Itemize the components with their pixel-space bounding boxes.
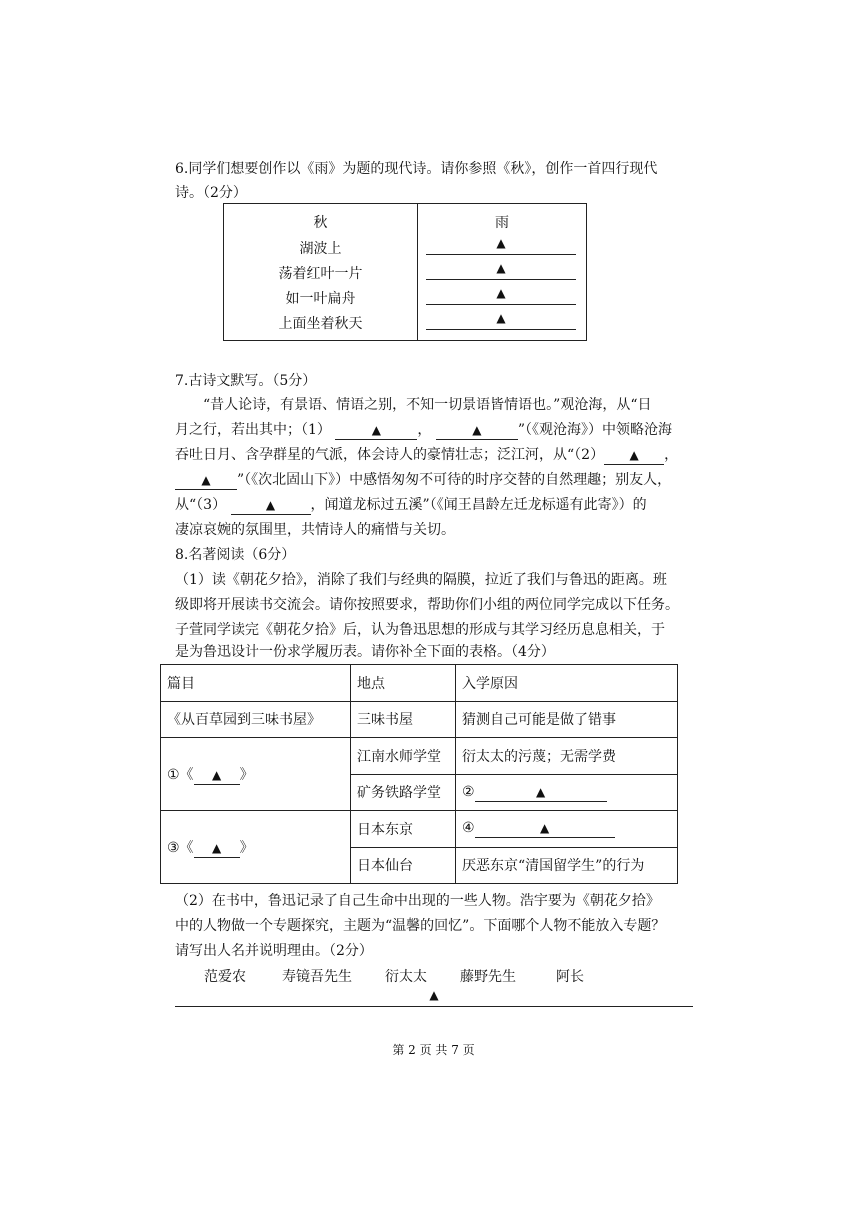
triangle-marker-icon: ▲ xyxy=(211,840,222,855)
answer-blank-2b[interactable] xyxy=(175,471,237,490)
q8-p2-line-1: （2）在书中，鲁迅记录了自己生命中出现的一些人物。浩宇要为《朝花夕拾》 xyxy=(175,893,660,909)
answer-blank-3[interactable] xyxy=(231,496,311,515)
reason-blank-4[interactable] xyxy=(475,819,615,838)
q7-line-1: “昔人论诗，有景语、情语之别，不知一切景语皆情语也。”观沧海，从“日 xyxy=(203,397,652,413)
table-cell: 矿务铁路学堂 xyxy=(351,774,456,811)
book-title-blank-3[interactable] xyxy=(194,839,240,858)
table-cell xyxy=(161,738,351,811)
poem-answer-blank[interactable] xyxy=(426,261,576,280)
poem-left-line: 湖波上 xyxy=(299,241,342,257)
triangle-marker-icon: ▲ xyxy=(472,423,482,437)
poem-table xyxy=(223,203,587,341)
table-header-cell: 地点 xyxy=(351,665,456,702)
poem-left-line: 如一叶扁舟 xyxy=(285,291,356,307)
triangle-marker-icon: ▲ xyxy=(496,286,506,300)
table-row xyxy=(161,701,678,738)
q7-line-5 xyxy=(175,494,647,515)
table-cell: 猜测自己可能是做了错事 xyxy=(456,701,678,738)
q8-p1-line-4: 是为鲁迅设计一份求学履历表。请你补全下面的表格。（4分） xyxy=(175,644,555,660)
q7-text: 吞吐日月、含孕群星的气派，体会诗人的豪情壮志；泛江河，从“（2） xyxy=(175,447,605,463)
study-history-table xyxy=(160,664,678,884)
q7-text: ， xyxy=(664,447,679,463)
table-cell-text: 》 xyxy=(239,766,254,783)
triangle-marker-icon: ▲ xyxy=(211,767,222,782)
table-cell: 厌恶东京“清国留学生”的行为 xyxy=(456,847,678,884)
triangle-marker-icon: ▲ xyxy=(201,473,211,487)
table-cell: 衍太太的污蔑；无需学费 xyxy=(456,738,678,775)
table-cell-text: ③《 xyxy=(167,839,194,856)
q7-text: ，闻道龙标过五溪”（《闻王昌龄左迁龙标遥有此寄》）的 xyxy=(310,497,647,513)
q7-text: ”（《次北固山下》）中感悟匆匆不可待的时序交替的自然理趣；别友人， xyxy=(237,472,672,488)
triangle-marker-icon: ▲ xyxy=(539,821,550,836)
poem-left-line: 荡着红叶一片 xyxy=(278,266,363,282)
q7-text: 月之行，若出其中；（1） xyxy=(175,422,331,438)
triangle-marker-icon: ▲ xyxy=(629,448,639,462)
q7-line-6: 凄凉哀婉的氛围里，共情诗人的痛惜与关切。 xyxy=(175,522,455,538)
answer-blank-2a[interactable] xyxy=(604,446,664,465)
table-cell: 《从百草园到三味书屋》 xyxy=(161,701,351,738)
poem-answer-blank[interactable] xyxy=(426,311,576,330)
answer-line[interactable] xyxy=(175,988,693,1007)
reason-blank-2[interactable] xyxy=(475,783,607,802)
book-title-blank-1[interactable] xyxy=(194,766,240,785)
character-name: 衍太太 xyxy=(385,969,427,985)
character-name: 阿长 xyxy=(556,969,584,985)
poem-left-line: 上面坐着秋天 xyxy=(278,316,363,332)
character-name: 藤野先生 xyxy=(460,969,516,985)
q6-line-2: 诗。（2分） xyxy=(175,185,247,201)
poem-left-column xyxy=(224,204,418,341)
character-name: 范爱农 xyxy=(204,969,246,985)
table-cell-text: ② xyxy=(462,783,475,800)
poem-right-header: 雨 xyxy=(495,215,509,231)
poem-answer-blank[interactable] xyxy=(426,286,576,305)
triangle-marker-icon: ▲ xyxy=(371,423,381,437)
table-cell-text: 》 xyxy=(239,839,254,856)
table-cell xyxy=(456,811,678,848)
q7-text: ， xyxy=(417,422,432,438)
q7-text: ”（《观沧海》）中领略沧海 xyxy=(517,422,672,438)
q8-p1-line-2: 级即将开展读书交流会。请你按照要求，帮助你们小组的两位同学完成以下任务。 xyxy=(175,597,679,613)
q7-line-4 xyxy=(175,469,671,490)
table-header-cell: 篇目 xyxy=(161,665,351,702)
q6-line-1: 6.同学们想要创作以《雨》为题的现代诗。请你参照《秋》，创作一首四行现代 xyxy=(175,161,658,177)
q8-p2-line-3: 请写出人名并说明理由。（2分） xyxy=(175,943,373,959)
triangle-marker-icon: ▲ xyxy=(496,261,506,275)
table-cell xyxy=(456,774,678,811)
table-cell: 江南水师学堂 xyxy=(351,738,456,775)
q7-line-3 xyxy=(175,444,678,465)
q8-p1-line-3: 子萱同学读完《朝花夕拾》后，认为鲁迅思想的形成与其学习经历息息相关，于 xyxy=(175,622,665,638)
triangle-marker-icon: ▲ xyxy=(535,784,546,799)
table-cell: 三味书屋 xyxy=(351,701,456,738)
table-cell: 日本东京 xyxy=(351,811,456,848)
answer-blank-1a[interactable] xyxy=(335,421,417,440)
table-cell-text: ①《 xyxy=(167,766,194,783)
triangle-marker-icon: ▲ xyxy=(429,988,439,1002)
q8-p1-line-1: （1）读《朝花夕拾》，消除了我们与经典的隔膜，拉近了我们与鲁迅的距离。班 xyxy=(175,572,667,588)
triangle-marker-icon: ▲ xyxy=(496,311,506,325)
character-name: 寿镜吾先生 xyxy=(282,969,352,985)
table-header-cell: 入学原因 xyxy=(456,665,678,702)
page-footer: 第 2 页 共 7 页 xyxy=(392,1043,475,1057)
triangle-marker-icon: ▲ xyxy=(265,498,276,512)
triangle-marker-icon: ▲ xyxy=(496,236,506,250)
table-cell-text: ④ xyxy=(462,820,475,837)
q8-p2-line-2: 中的人物做一个专题探究，主题为“温馨的回忆”。下面哪个人物不能放入专题？ xyxy=(175,918,666,934)
q7-title: 7.古诗文默写。（5分） xyxy=(175,373,317,389)
table-row xyxy=(161,811,678,848)
answer-blank-1b[interactable] xyxy=(436,421,518,440)
table-row xyxy=(161,738,678,775)
table-cell: 日本仙台 xyxy=(351,847,456,884)
table-cell xyxy=(161,811,351,884)
poem-answer-blank[interactable] xyxy=(426,236,576,255)
q7-text: 从“（3） xyxy=(175,497,227,513)
poem-right-column xyxy=(418,204,587,341)
q8-title: 8.名著阅读（6分） xyxy=(175,547,296,563)
q7-line-2 xyxy=(175,419,672,440)
poem-left-header: 秋 xyxy=(313,215,328,231)
